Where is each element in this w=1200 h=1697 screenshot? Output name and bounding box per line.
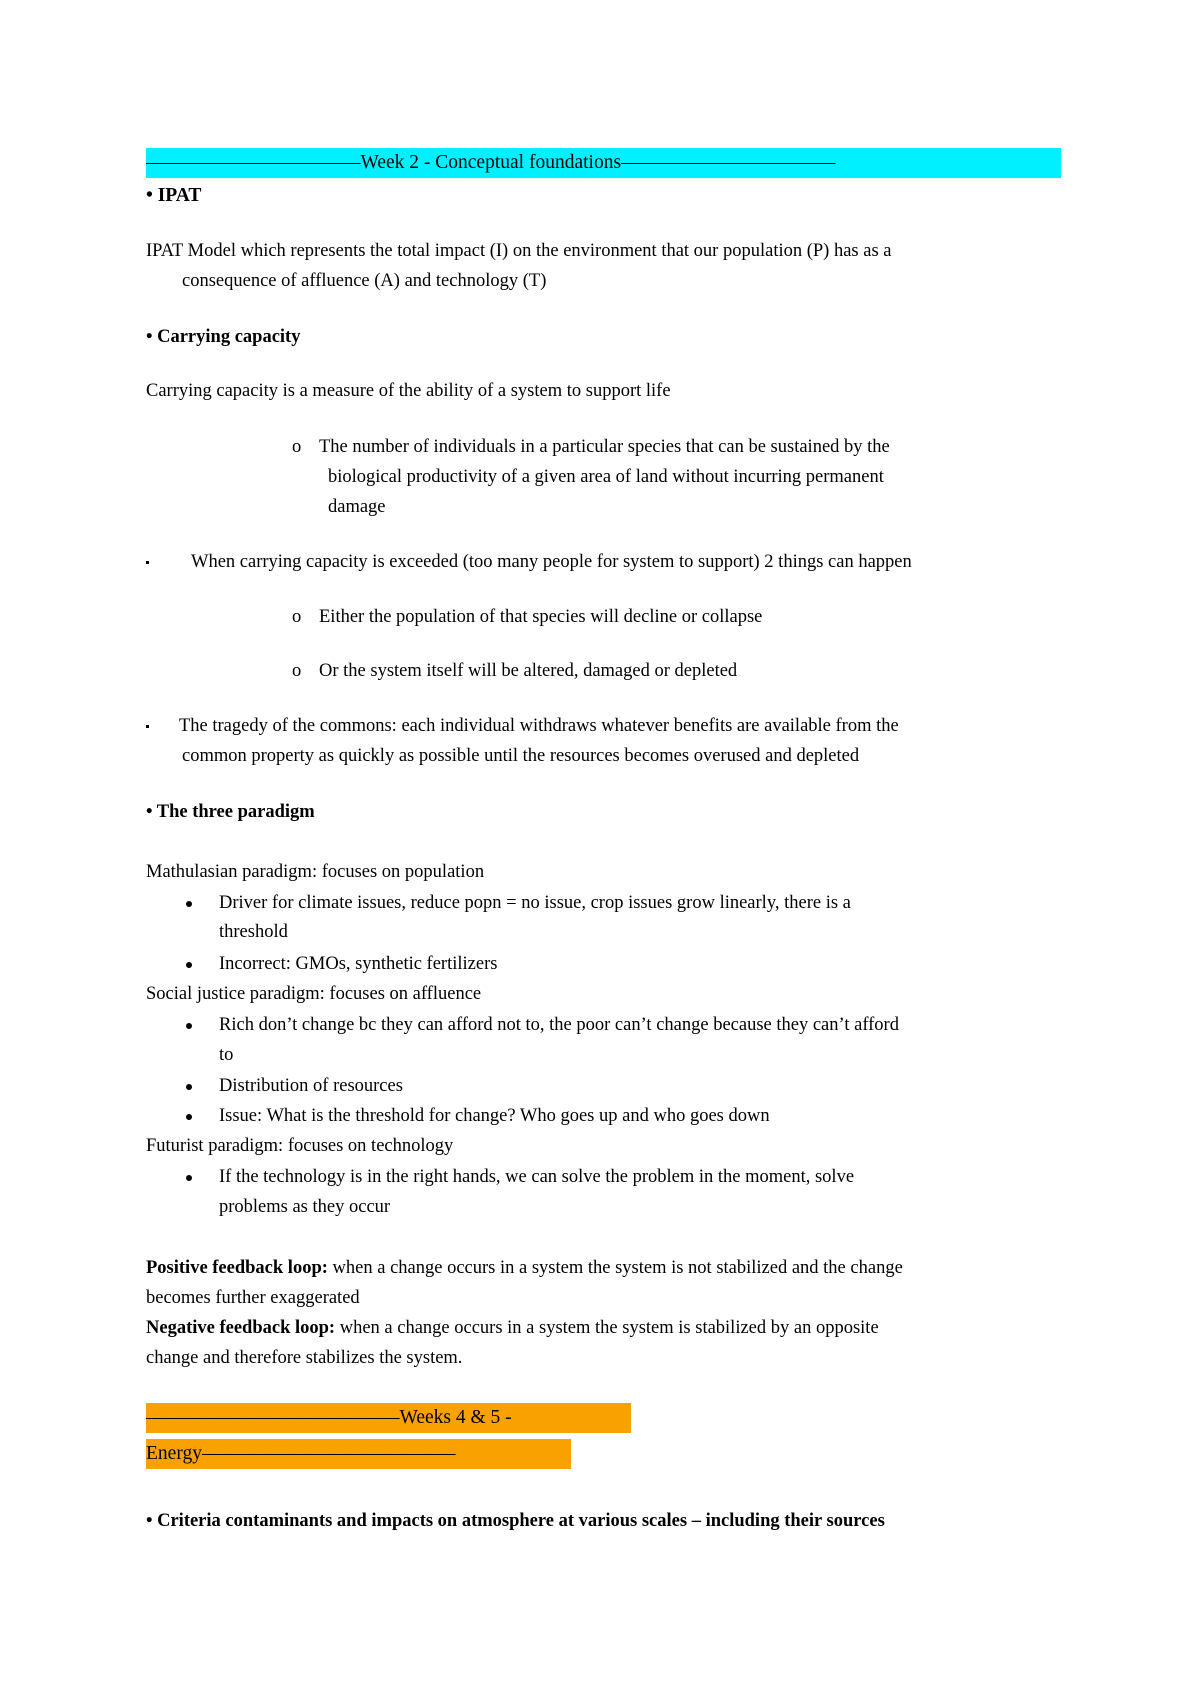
futurist-point1-line1: If the technology is in the right hands, we can solve the problem in the moment, solve bbox=[219, 1167, 855, 1187]
ipat-text-line2: consequence of affluence (A) and technology (T) bbox=[182, 271, 547, 291]
futurist-point1-line2: problems as they occur bbox=[219, 1197, 391, 1217]
bullet-dot bbox=[186, 1023, 192, 1029]
bullet-dot bbox=[186, 962, 192, 968]
malthusian-point2: Incorrect: GMOs, synthetic fertilizers bbox=[219, 954, 498, 974]
week2-banner: ––––––––––––––––––––––Week 2 - Conceptual foundations–––––––––––––––––––––– bbox=[146, 148, 1061, 178]
negative-feedback-line1 bbox=[146, 1313, 879, 1343]
tragedy-line1: The tragedy of the commons: each individual withdraws whatever benefits are available from the bbox=[179, 716, 899, 736]
bullet-dot bbox=[186, 901, 192, 907]
social-point2: Distribution of resources bbox=[219, 1076, 403, 1096]
ipat-text-line1: IPAT Model which represents the total impact (I) on the environment that our population (P) has as a bbox=[146, 241, 892, 261]
carrying-capacity-heading: • Carrying capacity bbox=[146, 327, 301, 347]
carrying-sub2: Either the population of that species will decline or collapse bbox=[319, 607, 763, 627]
carrying-sub1-line2: biological productivity of a given area of land without incurring permanent bbox=[328, 467, 884, 487]
negative-feedback-text: when a change occurs in a system the system is stabilized by an opposite bbox=[335, 1318, 879, 1338]
carrying-sub1-line1: The number of individuals in a particular species that can be sustained by the bbox=[319, 437, 890, 457]
malthusian-point1-line1: Driver for climate issues, reduce popn = no issue, crop issues grow linearly, there is a bbox=[219, 893, 851, 913]
social-point1-line1: Rich don’t change bc they can afford not to, the poor can’t change because they can’t afford bbox=[219, 1015, 899, 1035]
social-point1-line2: to bbox=[219, 1045, 234, 1065]
malthusian-point1-line2: threshold bbox=[219, 922, 288, 942]
positive-feedback-text: when a change occurs in a system the system is not stabilized and the change bbox=[327, 1258, 903, 1278]
carrying-sub3: Or the system itself will be altered, damaged or depleted bbox=[319, 661, 738, 681]
carrying-sub1-line3: damage bbox=[328, 497, 386, 517]
positive-feedback-line2: becomes further exaggerated bbox=[146, 1288, 360, 1308]
paradigm-heading: • The three paradigm bbox=[146, 802, 315, 822]
positive-feedback-label: Positive feedback loop: bbox=[146, 1258, 328, 1278]
sub-bullet-marker: o bbox=[292, 607, 302, 627]
carrying-capacity-definition: Carrying capacity is a measure of the ability of a system to support life bbox=[146, 381, 671, 401]
bullet-dot bbox=[186, 1114, 192, 1120]
bullet-dot bbox=[146, 725, 149, 728]
tragedy-line2: common property as quickly as possible until the resources becomes overused and depleted bbox=[182, 746, 860, 766]
carrying-exceeded: When carrying capacity is exceeded (too many people for system to support) 2 things can happen bbox=[191, 552, 912, 572]
sub-bullet-marker: o bbox=[292, 437, 302, 457]
ipat-heading: • IPAT bbox=[146, 185, 202, 206]
weeks45-banner-line2: Energy–––––––––––––––––––––––––– bbox=[146, 1439, 571, 1469]
sub-bullet-marker: o bbox=[292, 661, 302, 681]
futurist-paradigm: Futurist paradigm: focuses on technology bbox=[146, 1136, 454, 1156]
weeks45-banner-line1: ––––––––––––––––––––––––––Weeks 4 & 5 - bbox=[146, 1403, 631, 1433]
social-point3: Issue: What is the threshold for change? Who goes up and who goes down bbox=[219, 1106, 770, 1126]
bullet-dot bbox=[146, 561, 149, 564]
bullet-dot bbox=[186, 1084, 192, 1090]
bullet-dot bbox=[186, 1175, 192, 1181]
negative-feedback-line2: change and therefore stabilizes the system. bbox=[146, 1348, 463, 1368]
positive-feedback-line1 bbox=[146, 1253, 903, 1283]
malthusian-paradigm: Mathulasian paradigm: focuses on population bbox=[146, 862, 485, 882]
criteria-heading: • Criteria contaminants and impacts on atmosphere at various scales – including their sources bbox=[146, 1511, 885, 1531]
negative-feedback-label: Negative feedback loop: bbox=[146, 1318, 336, 1338]
social-justice-paradigm: Social justice paradigm: focuses on affluence bbox=[146, 984, 482, 1004]
